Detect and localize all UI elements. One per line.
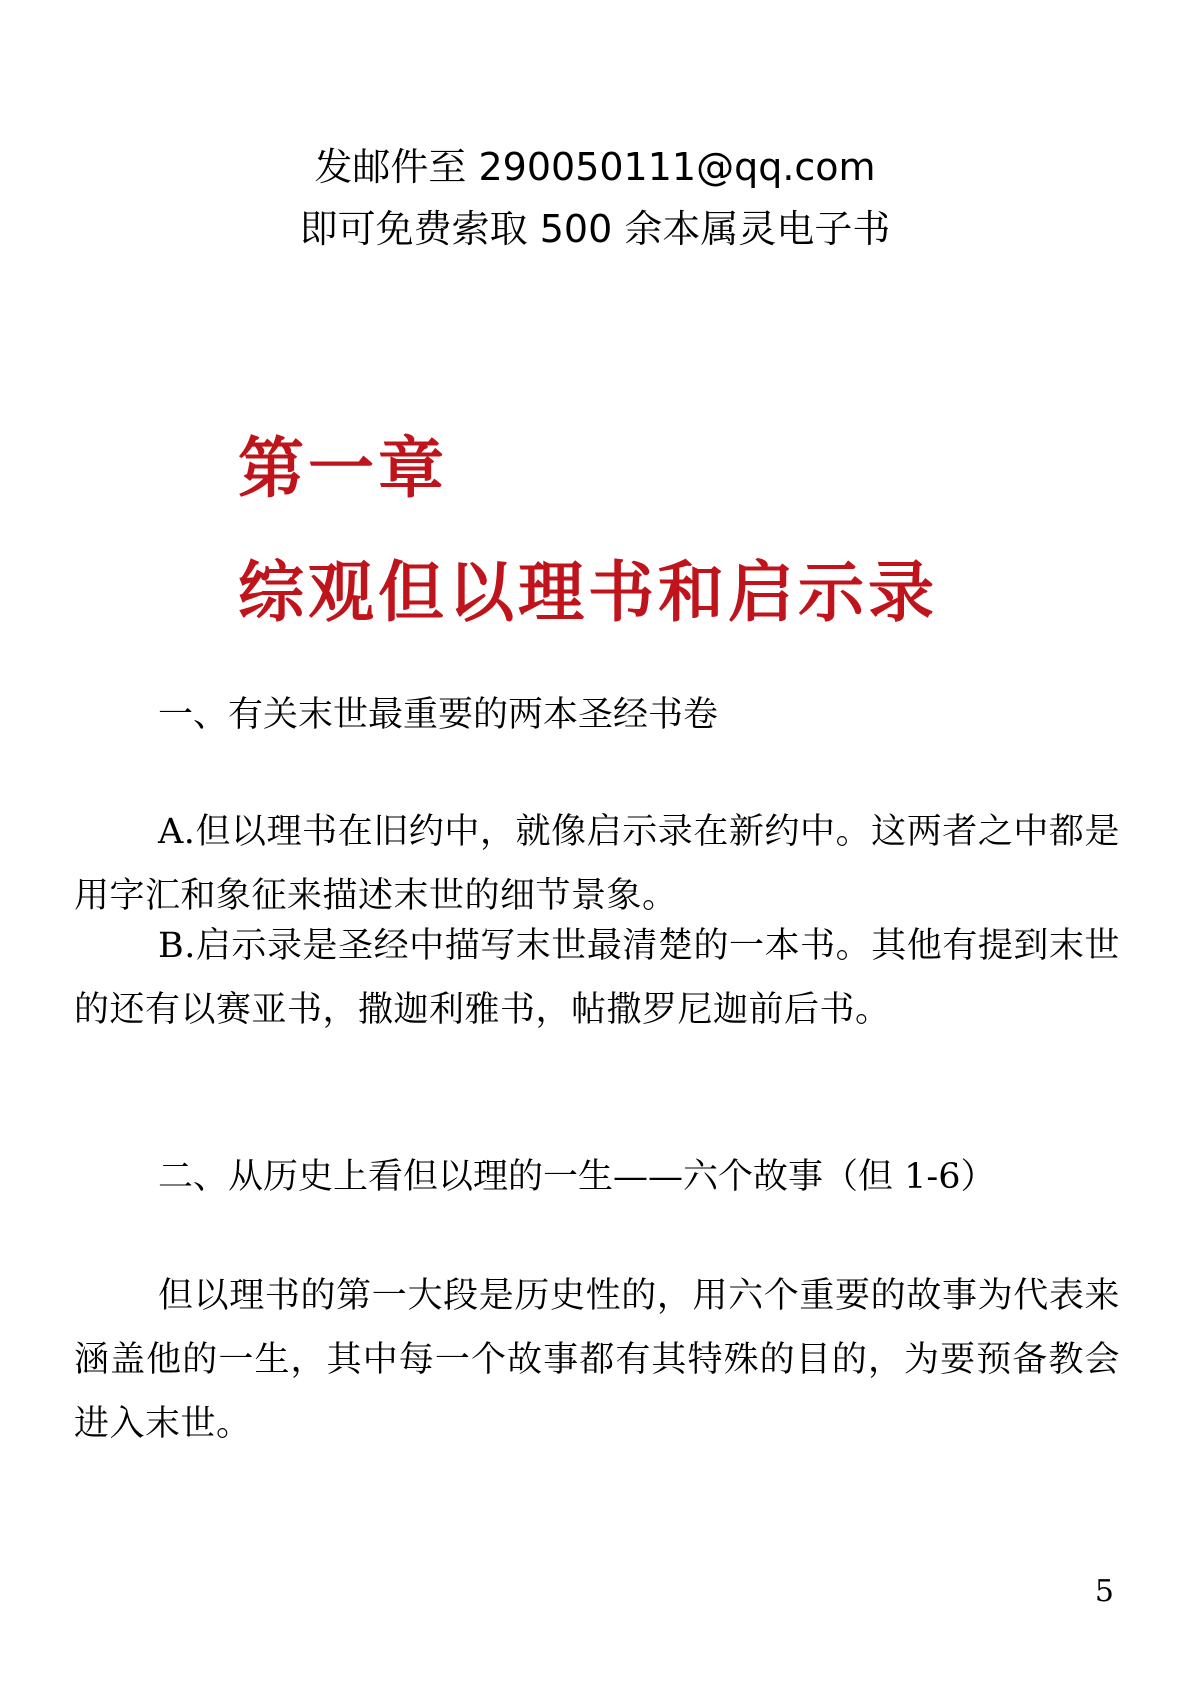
paragraph-a: A.但以理书在旧约中，就像启示录在新约中。这两者之中都是用字汇和象征来描述末世的细节景象。	[74, 812, 1120, 916]
section-heading-2: 二、从历史上看但以理的一生——六个故事（但 1-6）	[158, 1157, 996, 1197]
email-notice-line: 发邮件至 290050111@qq.com	[314, 145, 876, 189]
ebook-offer-line: 即可免费索取 500 余本属灵电子书	[299, 207, 891, 251]
paragraph-history: 但以理书的第一大段是历史性的，用六个重要的故事为代表来涵盖他的一生，其中每一个故事都有其特殊的目的，为要预备教会进入末世。	[74, 1276, 1120, 1444]
chapter-title: 综观但以理书和启示录	[238, 553, 938, 631]
section-heading-1: 一、有关末世最重要的两本圣经书卷	[158, 695, 719, 735]
paragraph-b: B.启示录是圣经中描写末世最清楚的一本书。其他有提到末世的还有以赛亚书，撒迦利雅书，帖撒罗尼迦前后书。	[74, 926, 1120, 1030]
chapter-number: 第一章	[238, 429, 448, 507]
page-number: 5	[1094, 1574, 1114, 1609]
